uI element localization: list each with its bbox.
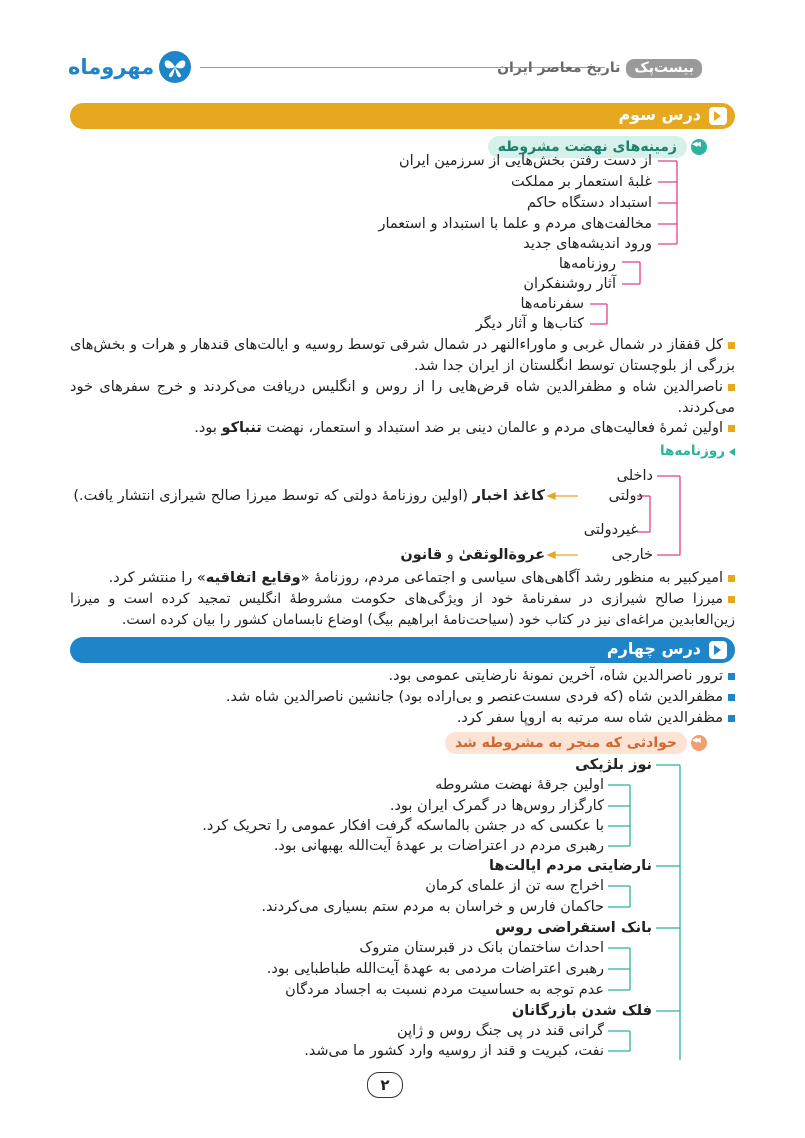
page-number: ۲ xyxy=(367,1072,403,1098)
event-item: رهبری مردم در اعتراضات بر عهدهٔ آیت‌الله بهبهانی بود. xyxy=(273,838,604,854)
event-head: نوز بلژیکی xyxy=(575,757,652,773)
bullet-successor: مظفرالدین شاه (که فردی سست‌عنصر و بی‌اراده بود) جانشین ناصرالدین شاه شد. xyxy=(226,687,735,707)
newspaper-kaghaz-akhbar: کاغذ اخبار (اولین روزنامهٔ دولتی که توسط میرزا صالح شیرازی انتشار یافت.) xyxy=(73,488,545,504)
cause-item: مخالفت‌های مردم و علما با استبداد و استعمار xyxy=(378,216,652,232)
event-item: احداث ساختمان بانک در قبرستان متروک xyxy=(359,940,604,956)
idea-source-item: آثار روشنفکران xyxy=(523,276,616,292)
paragraph-tobacco: اولین ثمرهٔ فعالیت‌های مردم و عالمان دینی بر ضد استبداد و استعمار، نهضت تنباکو بود. xyxy=(194,418,735,438)
section-heading-newspapers: روزنامه‌ها xyxy=(659,443,725,459)
paragraph-amirkabir: امیرکبیر به منظور رشد آگاهی‌های سیاسی و اجتماعی مردم، روزنامهٔ «وقایع اتفاقیه» را منتشر کرد. xyxy=(109,568,735,588)
event-item: اخراج سه تن از علمای کرمان xyxy=(425,878,604,894)
section-heading-events: حوادثی که منجر به مشروطه شد xyxy=(445,732,687,754)
cause-item: ورود اندیشه‌های جدید xyxy=(523,236,652,252)
event-item: حاکمان فارس و خراسان به مردم ستم بسیاری می‌کردند. xyxy=(261,899,604,915)
writing-item: کتاب‌ها و آثار دیگر xyxy=(475,316,584,332)
writing-item: سفرنامه‌ها xyxy=(520,296,584,312)
bullet-assassination: ترور ناصرالدین شاه، آخرین نمونهٔ نارضایتی عمومی بود. xyxy=(389,666,735,686)
newspaper-external: خارجی xyxy=(611,547,653,563)
paragraph-mirza-saleh: میرزا صالح شیرازی در سفرنامهٔ خود از ویژگی‌های حکومت مشروطهٔ انگلیس تمجید کرده است و میرزا زین‌العابدین مراغه‌ای نیز در کتاب خود (سیاحت‌نامهٔ ابراهیم بیگ) اوضاع نابسامان کشور را بیان کرده است. xyxy=(70,591,735,628)
brand-name: مهروماه xyxy=(68,55,155,79)
event-item: عدم توجه به حساسیت مردم نسبت به اجساد مردگان xyxy=(285,982,604,998)
newspaper-nongovernment: غیردولتی xyxy=(583,522,638,538)
event-item: اولین جرقهٔ نهضت مشروطه xyxy=(435,777,604,793)
event-head: نارضایتی مردم ایالت‌ها xyxy=(488,858,652,874)
series-badge: بیست‌پک xyxy=(626,59,702,78)
section-heading-causes: زمینه‌های نهضت مشروطه xyxy=(488,136,687,158)
newspaper-internal: داخلی xyxy=(616,468,653,484)
paragraph-loans: ناصرالدین شاه و مظفرالدین شاه قرض‌هایی را از روس و انگلیس دریافت می‌کردند و خرج سفرهای خود می‌کردند. xyxy=(70,379,735,416)
lesson-3-title: درس سوم xyxy=(618,105,701,124)
paragraph-caucasus: کل قفقاز در شمال غربی و ماوراءالنهر در شمال شرقی توسط روسیه و ایالت‌های قندهار و هرات و بخش‌های بزرگی از بلوچستان توسط انگلستان از ایران جدا شد. xyxy=(70,337,735,374)
event-item: گرانی قند در پی جنگ روس و ژاپن xyxy=(397,1023,604,1039)
cause-item: استبداد دستگاه حاکم xyxy=(526,195,652,211)
event-item: کارگزار روس‌ها در گمرک ایران بود. xyxy=(389,798,604,814)
lesson-4-title: درس چهارم xyxy=(606,639,701,658)
event-head: بانک استقراضی روس xyxy=(495,920,652,936)
bullet-europe-trips: مظفرالدین شاه سه مرتبه به اروپا سفر کرد. xyxy=(457,708,735,728)
cause-item: غلبهٔ استعمار بر مملکت xyxy=(511,174,652,190)
book-title: تاریخ معاصر ایران xyxy=(497,60,621,76)
newspaper-government: دولتی xyxy=(608,488,643,504)
newspaper-foreign-titles: عروة‌الوثقیٰ و قانون xyxy=(400,547,545,563)
idea-source-item: روزنامه‌ها xyxy=(558,256,616,272)
event-item: رهبری اعتراضات مردمی به عهدهٔ آیت‌الله طباطبایی بود. xyxy=(266,961,604,977)
event-head: فلک شدن بازرگانان xyxy=(511,1003,652,1019)
event-item: نفت، کبریت و قند از روسیه وارد کشور ما می‌شد. xyxy=(304,1043,604,1059)
cause-item: از دست رفتن بخش‌هایی از سرزمین ایران xyxy=(398,153,652,169)
event-item: با عکسی که در جشن بالماسکه گرفت افکار عمومی را تحریک کرد. xyxy=(202,818,604,834)
